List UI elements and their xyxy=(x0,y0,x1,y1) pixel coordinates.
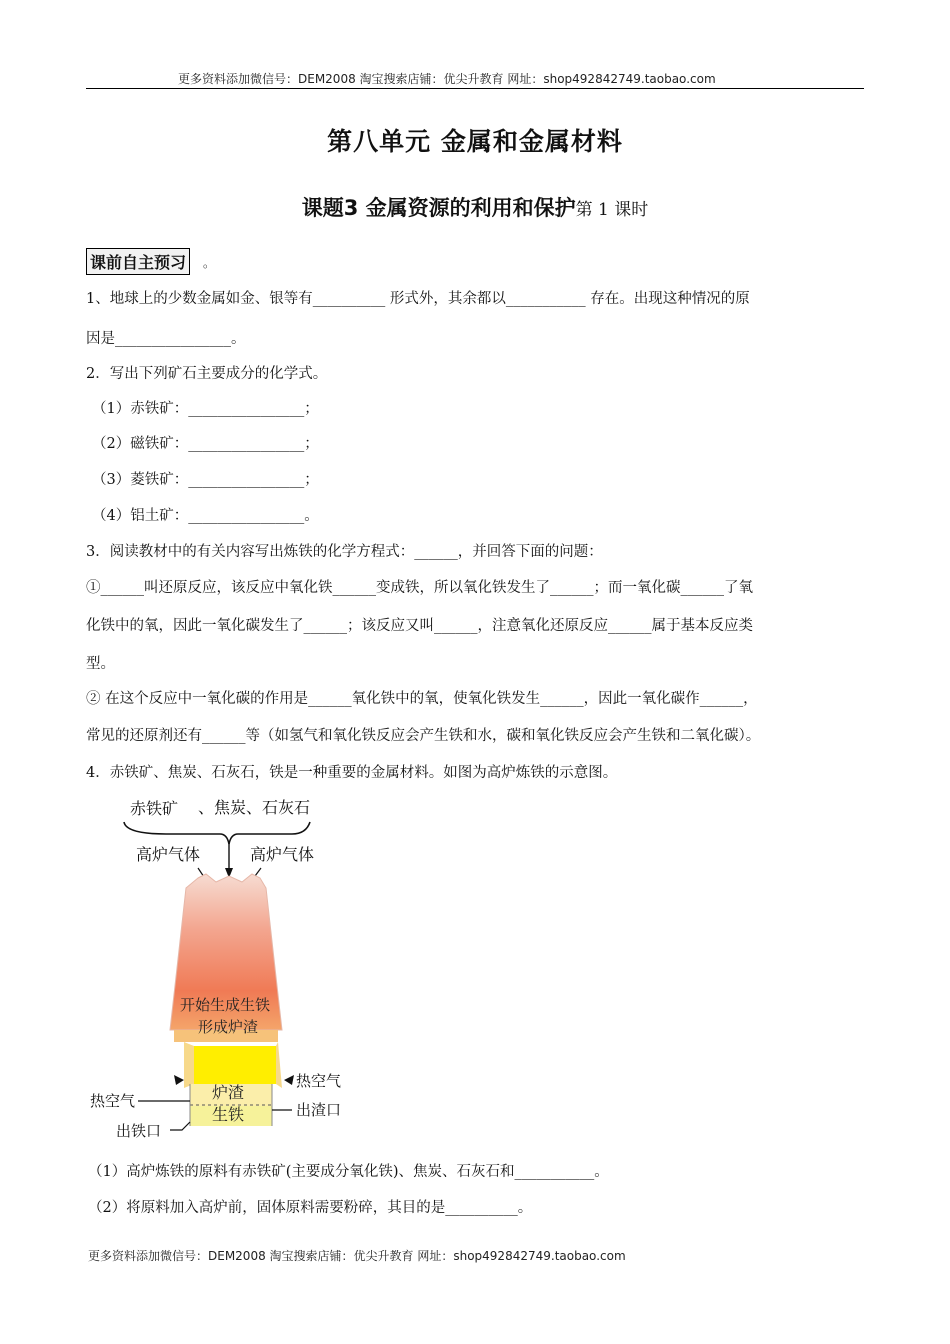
q1-line1: 1、地球上的少数金属如金、银等有__________ 形式外，其余都以___________ 存在。出现这种情况的原 xyxy=(86,291,750,307)
gas-label-right: 高炉气体 xyxy=(250,845,315,864)
gas-label-left: 高炉气体 xyxy=(136,845,201,864)
zone-label-line2: 形成炉渣 xyxy=(198,1018,259,1036)
q3-intro: 3．阅读教材中的有关内容写出炼铁的化学方程式：______，并回答下面的问题： xyxy=(86,544,603,560)
hot-air-arrow-right xyxy=(284,1075,294,1085)
raw-materials-label-b: 、焦炭、石灰石 xyxy=(198,798,311,817)
page-footer: 更多资料添加微信号：DEM2008 淘宝搜索店铺：优尖升教育 网址：shop492842749.taobao.com xyxy=(88,1249,626,1263)
q2-item: （3）菱铁矿：________________； xyxy=(92,472,319,488)
q2-item: （4）铝土矿：________________。 xyxy=(92,508,319,524)
unit-title: 第八单元 金属和金属材料 xyxy=(327,127,623,156)
hot-air-label-right: 热空气 xyxy=(296,1072,342,1090)
q2-item: （2）磁铁矿：________________； xyxy=(92,436,319,452)
q3-line3: 型。 xyxy=(86,656,115,672)
q2-intro: 2．写出下列矿石主要成分的化学式。 xyxy=(86,366,328,382)
q4-item2: （2）将原料加入高炉前，固体原料需要粉碎，其目的是__________。 xyxy=(88,1200,533,1216)
q3-line2: 化铁中的氧，因此一氧化碳发生了______；该反应又叫______，注意氧化还原反应______属于基本反应类 xyxy=(86,618,753,634)
bosh-left xyxy=(184,1042,194,1088)
zone-label-line1: 开始生成生铁 xyxy=(180,996,271,1014)
section-mark: 。 xyxy=(203,256,216,270)
q4-intro: 4．赤铁矿、焦炭、石灰石，铁是一种重要的金属材料。如图为高炉炼铁的示意图。 xyxy=(86,765,618,781)
q2-item: （1）赤铁矿：________________； xyxy=(92,401,319,417)
hot-air-arrow-left xyxy=(174,1075,184,1085)
pig-iron-label: 生铁 xyxy=(212,1105,245,1124)
header-rule xyxy=(86,88,864,89)
q4-item1: （1）高炉炼铁的原料有赤铁矿(主要成分氧化铁)、焦炭、石灰石和___________。 xyxy=(88,1164,609,1180)
section-label: 课前自主预习 xyxy=(86,248,190,275)
q3-line4: ② 在这个反应中一氧化碳的作用是______氧化铁中的氧，使氧化铁发生______，因此一氧化碳作______， xyxy=(86,691,758,707)
iron-outlet-label: 出铁口 xyxy=(116,1122,162,1140)
slag-outlet-label: 出渣口 xyxy=(296,1101,342,1119)
q1-line2: 因是________________。 xyxy=(86,331,246,347)
hot-zone xyxy=(194,1046,276,1084)
q3-line1: ①______叫还原反应，该反应中氧化铁______变成铁，所以氧化铁发生了______；而一氧化碳______了氧 xyxy=(86,580,753,596)
lesson-period: 第 1 课时 xyxy=(575,200,649,220)
q3-line5: 常见的还原剂还有______等（如氢气和氧化铁反应会产生铁和水，碳和氧化铁反应会产生铁和二氧化碳）。 xyxy=(86,728,761,744)
blast-furnace-diagram xyxy=(86,792,366,1150)
raw-materials-brace xyxy=(124,822,310,844)
bosh-right xyxy=(276,1042,282,1088)
lesson-title xyxy=(0,192,950,222)
hot-air-label-left: 热空气 xyxy=(90,1092,136,1110)
lesson-title-main: 课题3 金属资源的利用和保护 xyxy=(301,196,576,220)
slag-label: 炉渣 xyxy=(212,1083,245,1102)
iron-outlet-line xyxy=(170,1122,190,1130)
raw-materials-label-a: 赤铁矿 xyxy=(130,799,179,818)
page-header: 更多资料添加微信号：DEM2008 淘宝搜索店铺：优尖升教育 网址：shop492842749.taobao.com xyxy=(178,72,716,86)
